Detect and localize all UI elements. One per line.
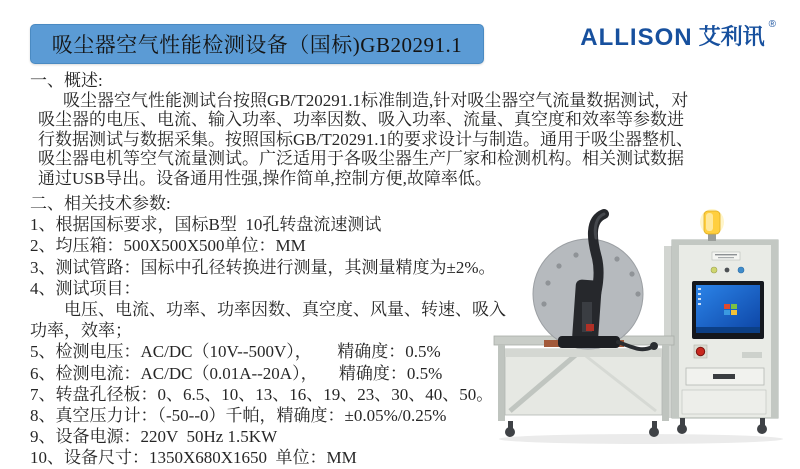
overview-line: 通过USB导出。设备通用性强,操作简单,控制方便,故障率低。: [38, 168, 492, 188]
signal-beacon: [700, 209, 724, 241]
title-banner: [30, 24, 484, 64]
logo-text-en: ALLISON: [580, 24, 693, 51]
overview-section: [30, 71, 786, 189]
overview-line: 吸尘器的电压、电流、输入功率、功率因数、吸入功率、流量、真空度和效率等参数进: [38, 110, 684, 130]
equipment-photo: [486, 206, 792, 446]
drawer-handle: [713, 374, 735, 379]
cabinet-casters: [677, 418, 767, 434]
emergency-stop-button: [694, 345, 707, 358]
overview-line: 吸尘器电机等空气流量测试。广泛适用于各吸尘器生产厂家和检测机构。相关测试数据: [38, 149, 684, 169]
overview-line: 行数据测试与数据采集。按照国标GB/T20291.1的要求设计与制造。通用于吸尘器整机、: [38, 129, 693, 149]
spec-item: 3、测试管路：国标中孔径转换进行测量，其测量精度为±2%。: [30, 257, 496, 277]
spec-item: 5、检测电压：AC/DC（10V--500V）， 精确度：0.5%: [30, 342, 441, 362]
spec-item: 电压、电流、功率、功率因数、真空度、风量、转速、吸入功率，效率；: [30, 300, 506, 341]
page-title: 吸尘器空气性能检测设备（国标)GB20291.1: [51, 33, 463, 57]
overview-heading: 一、概述:: [30, 71, 103, 90]
spec-item: 10、设备尺寸：1350X680X1650 单位：MM: [30, 448, 357, 468]
spec-item: 6、检测电流：AC/DC（0.01A--20A）， 精确度：0.5%: [30, 363, 443, 383]
spec-item: 1、根据国标要求，国标B型 10孔转盘流速测试: [30, 215, 382, 235]
cabinet-label: [742, 352, 762, 358]
specs-heading: 二、相关技术参数:: [30, 194, 171, 213]
specs-section: [30, 193, 510, 469]
registered-trademark-mark: ®: [768, 19, 776, 30]
spec-item: 7、转盘孔径板：0、6.5、10、13、16、19、23、30、40、50。: [30, 384, 494, 404]
spec-item: 9、设备电源：220V 50Hz 1.5KW: [30, 427, 278, 447]
test-bench: [494, 336, 674, 437]
cabinet-nameplate: [712, 252, 740, 260]
logo-text-cn: 艾利讯: [698, 24, 765, 49]
indicator-light-dark: [725, 268, 730, 273]
indicator-light-green: [711, 267, 717, 273]
brand-logo: [580, 19, 778, 51]
cabinet-drawer: [686, 368, 764, 385]
monitor: [692, 281, 764, 339]
photo-shadow: [499, 434, 783, 444]
indicator-light-blue: [738, 267, 744, 273]
spec-item: 8、真空压力计：（-50--0）千帕，精确度：±0.05%/0.25%: [30, 406, 447, 426]
control-cabinet: [664, 240, 778, 434]
overview-line: 吸尘器空气性能测试台按照GB/T20291.1标准制造,针对吸尘器空气流量数据测试，对: [63, 90, 689, 110]
spec-item: 4、测试项目：: [30, 278, 141, 298]
spec-item: 2、均压箱：500X500X500单位：MM: [30, 236, 306, 256]
